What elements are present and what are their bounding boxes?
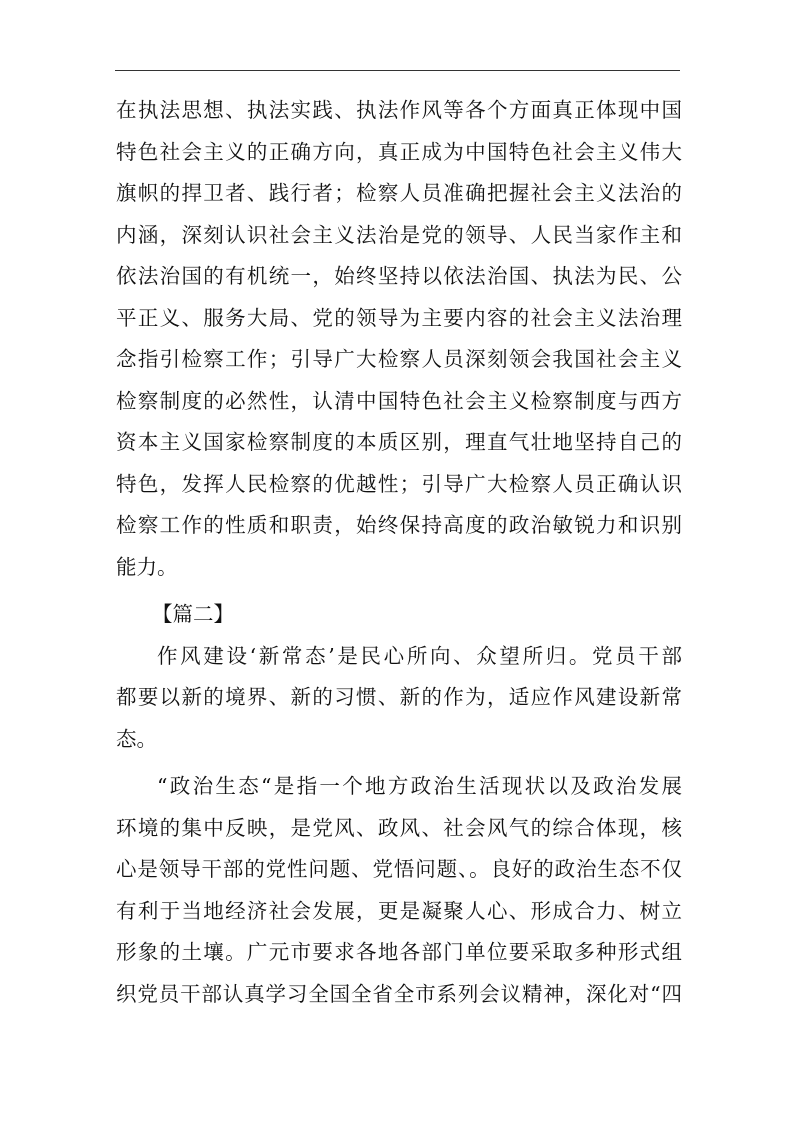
paragraph-line: 检察工作的性质和职责，始终保持高度的政治敏锐力和识别	[116, 513, 682, 537]
paragraph-line: 特色，发挥人民检察的优越性；引导广大检察人员正确认识	[116, 471, 682, 496]
paragraph-line: 都要以新的境界、新的习惯、新的作为，适应作风建设新常	[116, 685, 682, 709]
paragraph-line: 织党员干部认真学习全国全省全市系列会议精神，深化对“四	[116, 981, 682, 1006]
paragraph-line: 心是领导干部的党性问题、党悟问题、。良好的政治生态不仅	[116, 857, 682, 881]
paragraph-line: 形象的土壤。广元市要求各地各部门单位要采取多种形式组	[116, 940, 682, 964]
paragraph-line: 依法治国的有机统一，始终坚持以依法治国、执法为民、公	[116, 264, 682, 288]
paragraph-1	[116, 90, 682, 588]
paragraph-line: 念指引检察工作；引导广大检察人员深刻领会我国社会主义	[116, 347, 682, 371]
document-body	[116, 90, 682, 1015]
paragraph-line: 态。	[116, 726, 157, 751]
paragraph-line: “政治生态“是指一个地方政治生活现状以及政治发展	[157, 774, 682, 798]
header-rule	[115, 70, 680, 71]
paragraph-3	[116, 766, 682, 1015]
paragraph-line: 特色社会主义的正确方向，真正成为中国特色社会主义伟大	[116, 139, 682, 164]
paragraph-line: 有利于当地经济社会发展，更是凝聚人心、形成合力、树立	[116, 898, 682, 923]
paragraph-line: 在执法思想、执法实践、执法作风等各个方面真正体现中国	[116, 98, 682, 122]
paragraph-line: 环境的集中反映，是党风、政风、社会风气的综合体现，核	[116, 815, 682, 840]
paragraph-line: 旗帜的捍卫者、践行者；检察人员准确把握社会主义法治的	[116, 181, 682, 205]
paragraph-line: 内涵，深刻认识社会主义法治是党的领导、人民当家作主和	[116, 222, 682, 247]
paragraph-2	[116, 636, 682, 761]
paragraph-line: 平正义、服务大局、党的领导为主要内容的社会主义法治理	[116, 305, 682, 330]
paragraph-line: 资本主义国家检察制度的本质区别，理直气壮地坚持自己的	[116, 430, 682, 454]
section-heading: 【篇二】	[152, 602, 234, 626]
paragraph-line: 作风建设‘新常态’是民心所向、众望所归。党员干部	[157, 643, 682, 668]
paragraph-line: 检察制度的必然性，认清中国特色社会主义检察制度与西方	[116, 388, 682, 413]
paragraph-line: 能力。	[116, 554, 178, 579]
